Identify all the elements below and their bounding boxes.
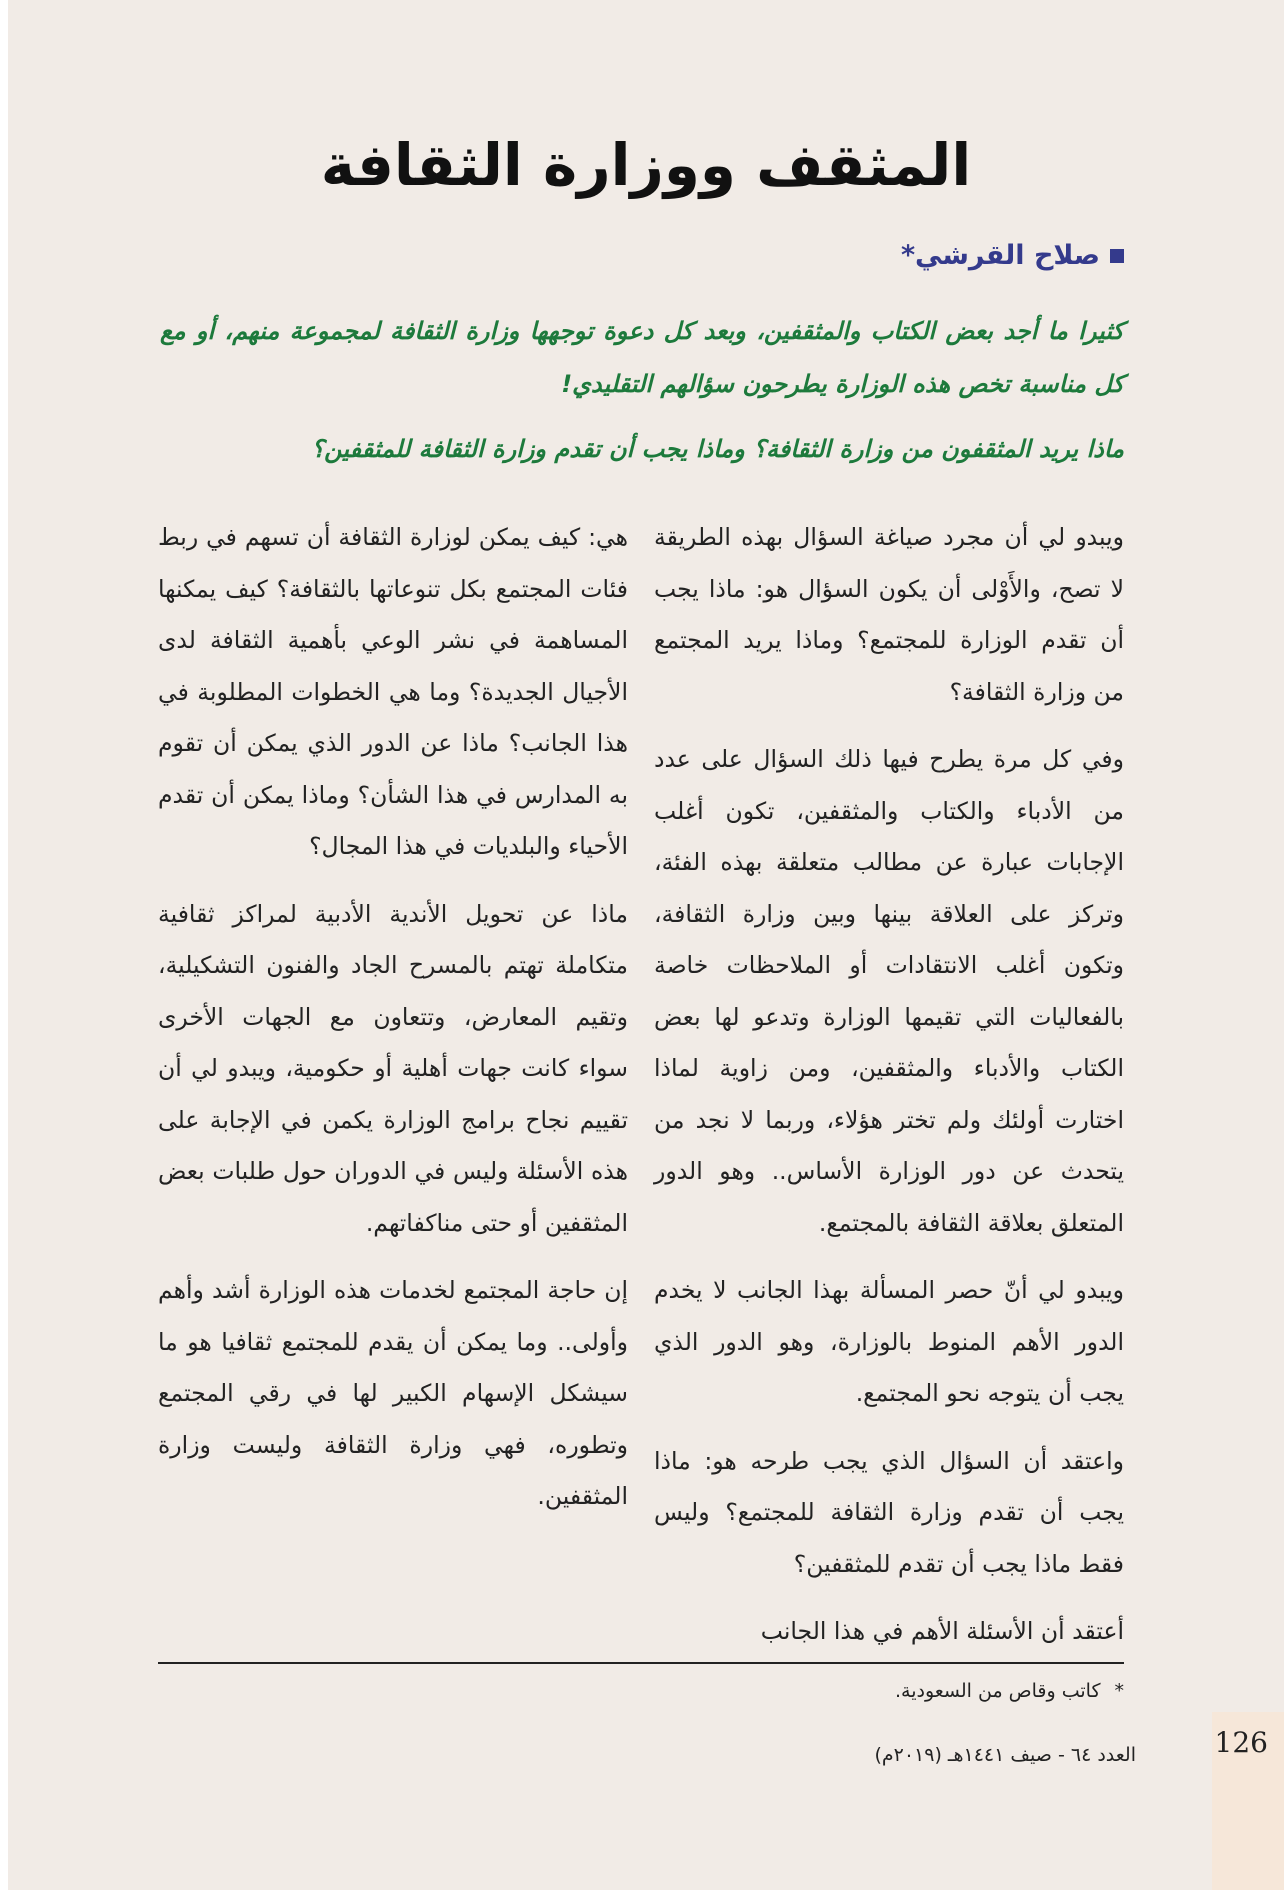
square-bullet-icon [1110, 249, 1124, 263]
footnote-mark: * [1114, 1680, 1124, 1702]
intro-question: ماذا يريد المثقفون من وزارة الثقافة؟ وماذا يجب أن تقدم وزارة الثقافة للمثقفين؟ [311, 435, 1124, 463]
body-paragraph: هي: كيف يمكن لوزارة الثقافة أن تسهم في ربط فئات المجتمع بكل تنوعاتها بالثقافة؟ كيف يمكنها المساهمة في نشر الوعي بأهمية الثقافة لدى الأجيال الجديدة؟ وما هي الخطوات المطلوبة في هذا الجانب؟ ماذا عن الدور الذي يمكن أن تقوم به المدارس في هذا الشأن؟ وماذا يمكن أن تقدم الأحياء والبلديات في هذا المجال؟ [158, 523, 628, 860]
footnote [895, 1674, 1124, 1708]
author-byline [901, 240, 1124, 271]
footnote-text: كاتب وقاص من السعودية. [894, 1680, 1101, 1702]
page [8, 0, 1284, 1890]
text-column-right [654, 512, 1124, 1674]
body-paragraph: إن حاجة المجتمع لخدمات هذه الوزارة أشد وأهم وأولى.. وما يمكن أن يقدم للمجتمع ثقافيا هو ما سيشكل الإسهام الكبير لها في رقي المجتمع وتطوره، فهي وزارة الثقافة وليست وزارة المثقفين. [158, 1276, 628, 1510]
body-paragraph: ويبدو لي أن مجرد صياغة السؤال بهذه الطريقة لا تصح، والأَوْلى أن يكون السؤال هو: ماذا يجب أن تقدم الوزارة للمجتمع؟ وماذا يريد المجتمع من وزارة الثقافة؟ [654, 523, 1124, 706]
body-paragraph: وفي كل مرة يطرح فيها ذلك السؤال على عدد من الأدباء والكتاب والمثقفين، تكون أغلب الإجابات عبارة عن مطالب متعلقة بهذه الفئة، وتركز على العلاقة بينها وبين وزارة الثقافة، وتكون أغلب الانتقادات أو الملاحظات خاصة بالفعاليات التي تقيمها الوزارة وتدعو لها بعض الكتاب والأدباء والمثقفين، ومن زاوية لماذا اختارت أولئك ولم تختر هؤلاء، وربما لا نجد من يتحدث عن دور الوزارة الأساس.. وهو الدور المتعلق بعلاقة الثقافة بالمجتمع. [654, 745, 1124, 1237]
intro-paragraph: كثيرا ما أجد بعض الكتاب والمثقفين، وبعد كل دعوة توجهها وزارة الثقافة لمجموعة منهم، أو مع كل مناسبة تخص هذه الوزارة يطرحون سؤالهم التقليدي! [160, 317, 1124, 398]
body-paragraph: ماذا عن تحويل الأندية الأدبية لمراكز ثقافية متكاملة تهتم بالمسرح الجاد والفنون التشكيلية، وتقيم المعارض، وتتعاون مع الجهات الأخرى سواء كانت جهات أهلية أو حكومية، ويبدو لي أن تقييم نجاح برامج الوزارة يكمن في الإجابة على هذه الأسئلة وليس في الدوران حول طلبات بعض المثقفين أو حتى مناكفاتهم. [158, 899, 628, 1237]
footnote-divider [158, 1662, 1124, 1664]
issue-info: العدد ٦٤ - صيف ١٤٤١هـ (٢٠١٩م) [874, 1744, 1136, 1766]
body-paragraph: أعتقد أن الأسئلة الأهم في هذا الجانب [760, 1617, 1124, 1645]
body-paragraph: واعتقد أن السؤال الذي يجب طرحه هو: ماذا يجب أن تقدم وزارة الثقافة للمجتمع؟ وليس فقط ماذا يجب أن تقدم للمثقفين؟ [654, 1446, 1124, 1578]
body-paragraph: ويبدو لي أنّ حصر المسألة بهذا الجانب لا يخدم الدور الأهم المنوط بالوزارة، وهو الدور الذي يجب أن يتوجه نحو المجتمع. [654, 1276, 1124, 1407]
author-name: صلاح القرشي* [900, 240, 1100, 271]
page-number: 126 [1214, 1726, 1268, 1759]
article-title: المثقف ووزارة الثقافة [320, 131, 972, 199]
article-intro [160, 305, 1124, 476]
text-column-left [158, 512, 628, 1539]
